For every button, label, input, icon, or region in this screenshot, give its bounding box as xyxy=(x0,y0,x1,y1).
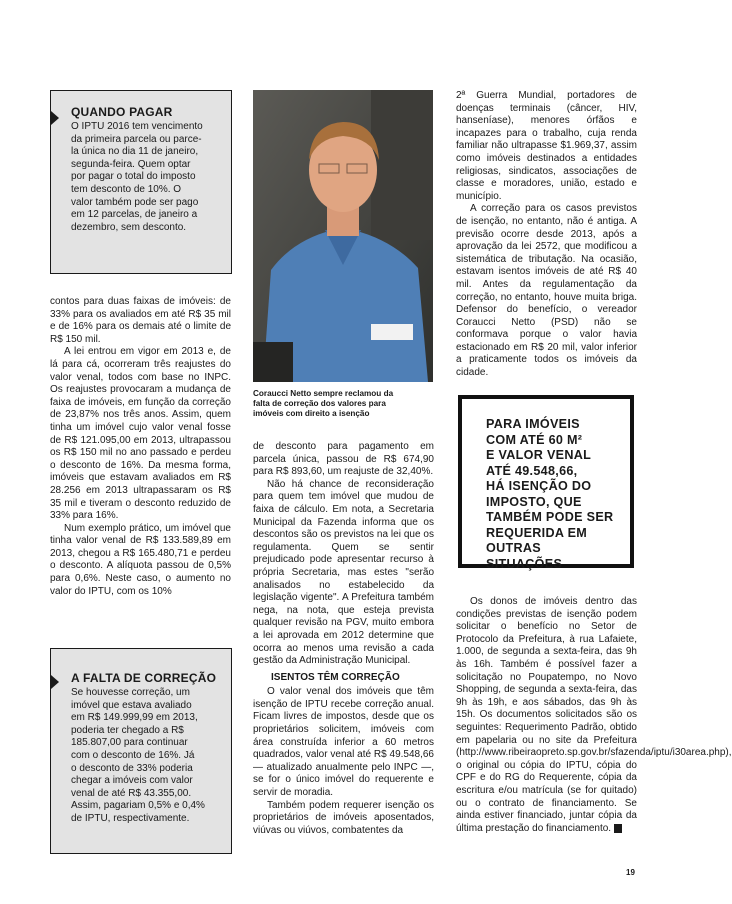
paragraph-text: Os donos de imóveis dentro das condições previstas de isenção podem solicitar o benefício no Setor de Protocolo da Prefeitura, à rua Lafaiete, 1.000, de segunda a sexta-feira, das 9h às 16h. Também é possível fazer a solicitação no Poupatempo, no Novo Shopping, de segunda a sexta-feira, das 9h às 19h, e aos sábados, das 9h às 15h. Os documentos solicitados são os seguintes: Requerimento Padrão, obtido em papelaria ou no site da Prefeitura (http://www.ribeiraopreto.sp.gov.br/sfazenda/iptu/i30area.php), o original ou cópia do IPTU, cópia do CPF e do RG do Requerente, cópia da escritura e/ou matrícula (se for quitado) ou o contrato de financiamento. Se ainda estiver financiado, juntar cópia da última prestação do financiamento. xyxy=(456,596,732,834)
paragraph: Também podem requerer isenção os proprietários de imóveis aposentados, viúvas ou viúvos, combatentes da xyxy=(253,799,434,836)
article-column-3-top xyxy=(456,90,637,380)
triangle-marker-icon xyxy=(51,111,59,125)
end-mark-icon: R xyxy=(614,824,622,833)
box-title: QUANDO PAGAR xyxy=(71,105,173,119)
paragraph: Num exemplo prático, um imóvel que tinha valor venal de R$ 133.589,89 em 2013, chegou a R$ 165.480,71 e perdeu o desconto. A alíquota passou de 0,5% para 0,6%. Neste caso, o aumento no valor do IPTU, com os 10% xyxy=(50,522,231,597)
page-number: 19 xyxy=(626,868,635,877)
box-line: Se houvesse correção, um xyxy=(71,687,190,698)
pull-quote-line: E VALOR VENAL xyxy=(486,448,592,462)
box-line: valor também pode ser pago xyxy=(71,196,199,208)
portrait-illustration xyxy=(253,90,433,382)
box-line: imóvel que estava avaliado xyxy=(71,699,192,711)
box-line: por pagar o total do imposto xyxy=(71,171,196,183)
box-line: com o desconto de 16%. Já xyxy=(71,749,195,761)
info-box-correction xyxy=(50,648,232,854)
box-line: da primeira parcela ou parce- xyxy=(71,133,202,145)
box-line: de IPTU, respectivamente. xyxy=(71,812,190,824)
caption-line: falta de correção dos valores para xyxy=(253,399,386,408)
caption-line: Coraucci Netto sempre reclamou da xyxy=(253,389,394,398)
paragraph: 2ª Guerra Mundial, portadores de doenças terminais (câncer, HIV, hanseníase), menores órfãos e incapazes para o trabalho, cuja renda familiar não ultrapasse $1.969,37, assim como imóveis destinados a entidades religiosas, sindicatos, associações de classe e moradores, união, estado e município. xyxy=(456,90,637,202)
paragraph: A correção para os casos previstos de isenção, no entanto, não é antiga. A previsão ocorre desde 2013, após a aprovação da lei 2572, que modificou a sistemática de tributação. Na ocasião, estavam isentos imóveis de até R$ 40 mil. Antes da regulamentação da correção, no entanto, houve muita briga. Defensor do benefício, o vereador Coraucci Netto (PSD) não se conformava porque o valor havia estacionado em R$ 20 mil, valor inferior a praticamente todos os imóveis da cidade. xyxy=(456,203,637,379)
pull-quote-line: IMPOSTO, QUE xyxy=(486,494,582,509)
pull-quote xyxy=(458,395,634,571)
pull-quote-line: COM ATÉ 60 M² xyxy=(486,432,583,447)
subheading: ISENTOS TÊM CORREÇÃO xyxy=(271,671,400,683)
paragraph: Não há chance de reconsideração para quem tem imóvel que mudou de faixa de cálculo. Em nota, a Secretaria Municipal da Fazenda informa que os descontos são os previstos na lei que os regulamenta. Quem se sentir prejudicado pode apresentar recurso à própria Secretaria, mas estes "serão analisados no estabelecido da legislação vigente". A Prefeitura também nega, na nota, que esteja prevista qualquer revisão na PGV, muito embora a lei aprovada em 2012 determine que ocorra ao menos uma revisão a cada gestão da Administração Municipal. xyxy=(253,478,434,667)
photo-caption xyxy=(253,389,435,419)
pull-quote-line: TAMBÉM PODE SER xyxy=(486,510,614,524)
box-line: chegar a imóveis com valor xyxy=(71,775,193,787)
caption-line: imóveis com direito a isenção xyxy=(253,409,370,418)
box-line: 185.807,00 para continuar xyxy=(71,737,188,749)
box-line: dezembro, sem desconto. xyxy=(71,221,187,233)
portrait-photo xyxy=(253,90,433,382)
box-line: la única no dia 11 de janeiro, xyxy=(71,146,199,158)
pull-quote-line: REQUERIDA EM xyxy=(486,525,588,540)
paragraph: A lei entrou em vigor em 2013 e, de lá para cá, ocorreram três reajustes do valor venal, todos com base no INPC. Os reajustes provocaram a mudança de faixa de imóveis, em função da correção de 23,87% nos três anos. Assim, quem tinha um imóvel cujo valor venal fosse de R$ 121.095,00 em 2013, ultrapassou os R$ 150 mil no ano passado e perdeu o desconto de 16%. Da mesma forma, imóveis que estavam avaliados em R$ 28.256 em 2013 ultrapassaram os R$ 35 mil e tiveram o desconto reduzido de 33% para 16%. xyxy=(50,346,231,522)
paragraph: de desconto para pagamento em parcela única, passou de R$ 674,90 para R$ 893,60, um reajuste de 32,40%. xyxy=(253,441,434,478)
paragraph: contos para duas faixas de imóveis: de 33% para os avaliados em até R$ 35 mil e de 16% para os demais até o limite de R$ 150 mil. xyxy=(50,296,231,345)
pull-quote-line: OUTRAS SITUAÇÕES xyxy=(486,541,563,571)
article-column-3-bottom xyxy=(456,596,732,835)
box-line: segunda-feira. Quem optar xyxy=(71,158,191,170)
pull-quote-line: PARA IMÓVEIS xyxy=(486,417,580,431)
box-line: poderia ter chegado a R$ xyxy=(71,724,184,736)
triangle-marker-icon xyxy=(51,675,59,689)
info-box-payment xyxy=(50,90,232,274)
article-column-2 xyxy=(253,441,434,837)
paragraph: O valor venal dos imóveis que têm isenção de IPTU recebe correção anual. Ficam livres de impostos, desde que os proprietários solicitem, imóveis com área construída inferior a 60 metros quadrados, valor venal até R$ 49.548,66 — atualizado anualmente pelo INPC —, se for o único imóvel do requerente e servir de moradia. xyxy=(253,686,434,799)
article-column-1 xyxy=(50,296,231,598)
box-title: A FALTA DE CORREÇÃO xyxy=(71,671,217,685)
box-line: tem desconto de 10%. O xyxy=(71,183,182,195)
box-line: O IPTU 2016 tem vencimento xyxy=(71,121,203,132)
paragraph xyxy=(456,596,732,835)
box-line: Assim, pagariam 0,5% e 0,4% xyxy=(71,800,205,812)
box-line: em R$ 149.999,99 em 2013, xyxy=(71,712,198,724)
box-line: o desconto de 33% poderia xyxy=(71,762,193,774)
pull-quote-line: HÁ ISENÇÃO DO xyxy=(486,479,592,493)
box-line: venal de até R$ 43.355,00. xyxy=(71,787,192,799)
box-line: em 12 parcelas, de janeiro a xyxy=(71,209,198,221)
pull-quote-line: ATÉ 49.548,66, xyxy=(486,463,578,478)
